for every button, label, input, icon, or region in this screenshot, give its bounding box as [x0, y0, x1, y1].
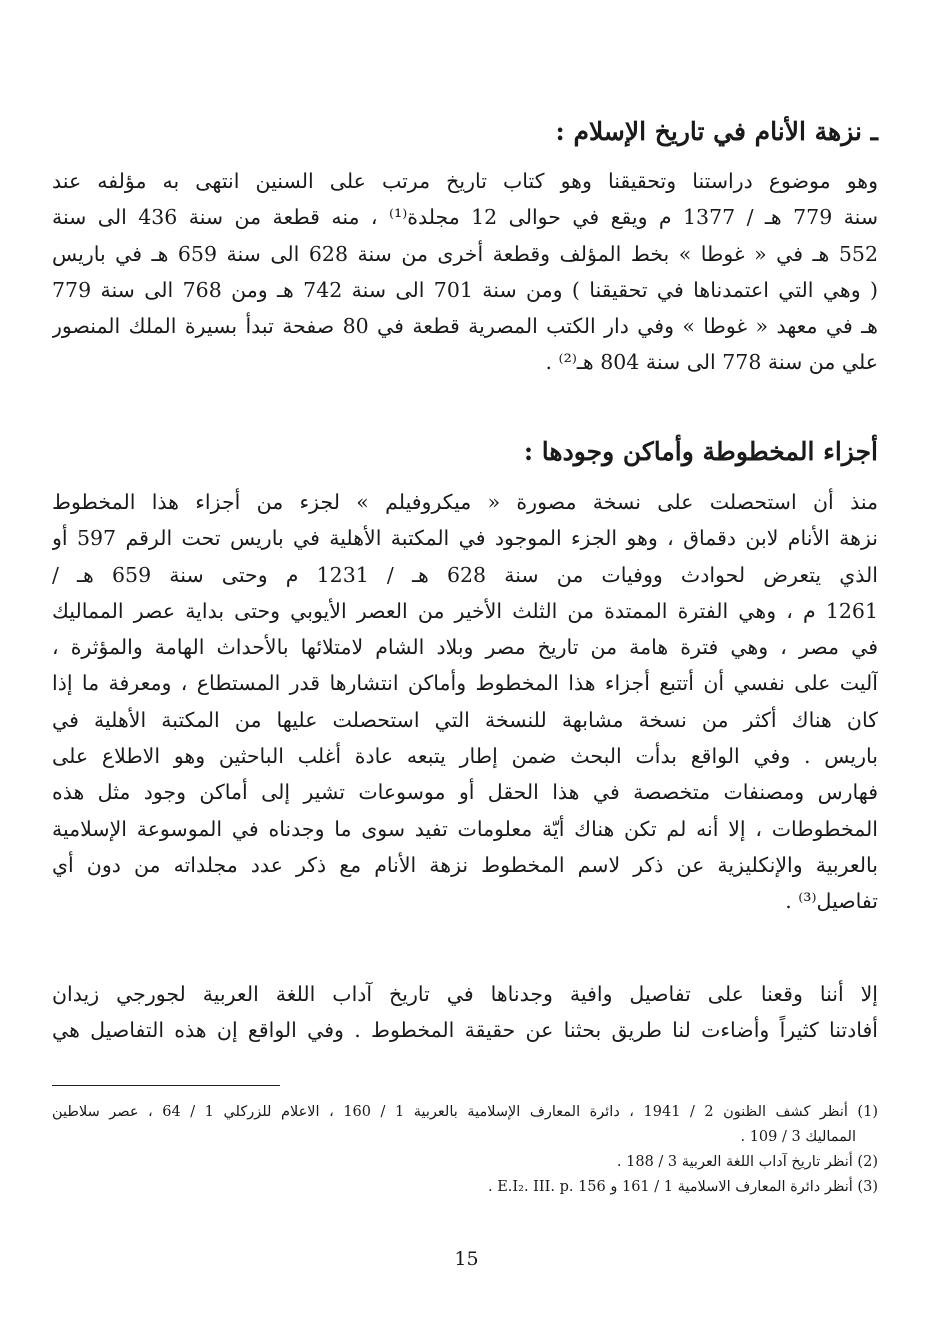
- section-heading-nuzhat: ـ نزهة الأنام في تاريخ الإسلام :: [555, 117, 878, 146]
- footnote-divider: [52, 1085, 280, 1086]
- text-line: باريس . وفي الواقع بدأت البحث ضمن إطار يتبعه عادة أغلب الباحثين وهو الاطلاع على: [52, 744, 878, 769]
- footnote-2: (2) أنظر تاريخ آداب اللغة العربية 3 / 188 .: [616, 1154, 878, 1170]
- text-line: وهو موضوع دراستنا وتحقيقنا وهو كتاب تاريخ مرتب على السنين انتهى به مؤلفه عند: [52, 169, 878, 193]
- text-line: 1261 م ، وهي الفترة الممتدة من الثلث الأخير من العصر الأيوبي وحتى بداية عصر المماليك: [52, 598, 878, 623]
- text-line: ( وهي التي اعتمدناها في تحقيقنا ) ومن سنة 701 الى سنة 742 هـ ومن 768 الى سنة 779: [52, 277, 878, 302]
- footnote-3: (3) أنظر دائرة المعارف الاسلامية 1 / 161 و E.I₂. III. p. 156 .: [488, 1179, 878, 1195]
- text-line: نزهة الأنام لابن دقماق ، وهو الجزء الموجود في المكتبة الأهلية في باريس تحت الرقم 597 أو: [52, 526, 878, 551]
- text-line: إلا أننا وقعنا على تفاصيل وافية وجدناها في تاريخ آداب اللغة العربية لجورجي زيدان: [52, 982, 878, 1006]
- text-line: منذ أن استحصلت على نسخة مصورة « ميكروفيلم » لجزء من أجزاء هذا المخطوط: [52, 490, 878, 514]
- paragraph-zaydan: [52, 976, 878, 1049]
- text-line: الذي يتعرض لحوادث ووفيات من سنة 628 هـ / 1231 م وحتى سنة 659 هـ /: [52, 562, 878, 587]
- paragraph-manuscript-parts: [52, 484, 878, 920]
- text-line: أفادتنا كثيراً وأضاءت لنا طريق بحثنا عن حقيقة المخطوط . وفي الواقع إن هذه التفاصيل هي: [52, 1018, 878, 1043]
- text-line: آليت على نفسي أن أتتبع أجزاء هذا المخطوط وأماكن انتشارها قدر المستطاع ، ومعرفة ما إذا: [52, 671, 878, 696]
- text-line: في مصر ، وهي فترة هامة من تاريخ مصر وبلاد الشام لامتلائها بالأحداث الهامة والمؤثرة ،: [52, 635, 878, 660]
- section-heading-manuscript-parts: أجزاء المخطوطة وأماكن وجودها :: [523, 437, 878, 466]
- footnote-1: (1) أنظر كشف الظنون 2 / 1941 ، دائرة المعارف الإسلامية بالعربية 1 / 160 ، الاعلام للزركلي 1 / 64 ، عصر سلاطين: [52, 1104, 878, 1120]
- text-line: علي من سنة 778 الى سنة 804 هـ⁽²⁾ .: [545, 350, 878, 375]
- footnotes: [52, 1100, 878, 1200]
- text-line: هـ في معهد « غوطا » وفي دار الكتب المصرية قطعة في 80 صفحة تبدأ بسيرة الملك المنصور: [52, 314, 878, 339]
- text-line: المخطوطات ، إلا أنه لم تكن هناك أيّة معلومات تفيد سوى ما وجدناه في الموسوعة الإسلامية: [52, 816, 878, 841]
- text-line: بالعربية والإنكليزية عن ذكر لاسم المخطوط نزهة الأنام مع ذكر عدد مجلداته من دون أي: [52, 852, 878, 877]
- page-number: 15: [454, 1248, 479, 1270]
- footnote-1-continued: المماليك 3 / 109 .: [740, 1129, 856, 1145]
- text-line: سنة 779 هـ / 1377 م ويقع في حوالى 12 مجلدة⁽¹⁾ ، منه قطعة من سنة 436 الى سنة: [52, 205, 878, 230]
- text-line: فهارس ومصنفات متخصصة في هذا الحقل أو موسوعات تشير إلى أماكن وجود مثل هذه: [52, 780, 878, 805]
- text-line: 552 هـ في « غوطا » بخط المؤلف وقطعة أخرى من سنة 628 الى سنة 659 هـ في باريس: [52, 241, 878, 266]
- paragraph-nuzhat: [52, 163, 878, 381]
- text-line: تفاصيل⁽³⁾ .: [785, 889, 878, 914]
- text-line: كان هناك أكثر من نسخة مشابهة للنسخة التي استحصلت عليها من المكتبة الأهلية في: [52, 707, 878, 732]
